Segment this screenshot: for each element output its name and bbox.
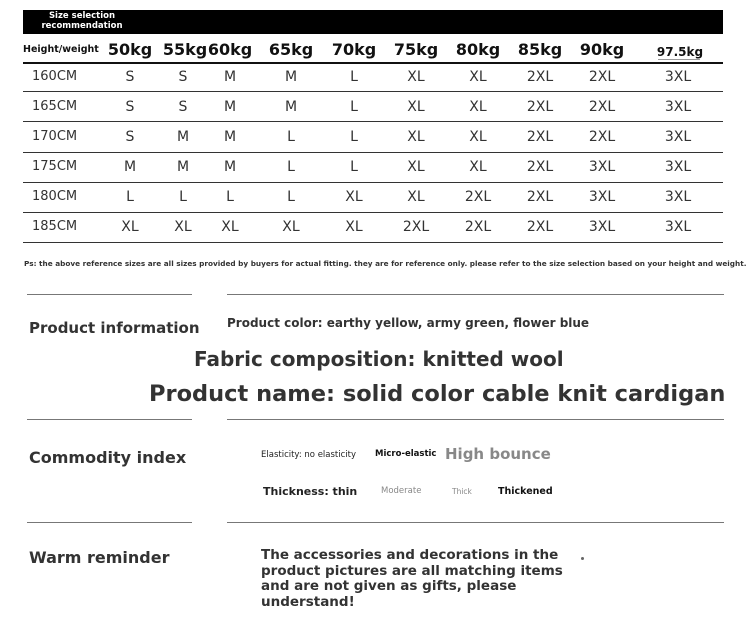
size-cell: L — [126, 189, 134, 205]
size-cell: 2XL — [464, 219, 492, 235]
size-cell: XL — [407, 129, 425, 145]
size-cell: 2XL — [526, 69, 554, 85]
size-cell: 3XL — [664, 99, 692, 115]
section-divider — [27, 522, 192, 523]
size-cell: M — [284, 69, 298, 85]
table-row — [23, 182, 723, 212]
section-divider — [27, 419, 192, 420]
thickness-option-thick: Thick — [452, 487, 472, 496]
height-cell: 160CM — [32, 69, 78, 84]
thickness-option-moderate: Moderate — [381, 486, 422, 496]
size-cell: 3XL — [664, 159, 692, 175]
size-cell: L — [287, 159, 295, 175]
size-cell: XL — [407, 69, 425, 85]
size-cell: M — [223, 99, 237, 115]
weight-header: 85kg — [517, 40, 563, 59]
size-cell: 2XL — [402, 219, 430, 235]
size-cell: S — [125, 99, 135, 115]
size-cell: L — [350, 99, 358, 115]
size-cell: 3XL — [588, 159, 616, 175]
size-cell: 2XL — [526, 99, 554, 115]
warm-reminder-text: The accessories and decorations in the product pictures are all matching items and are not given as gifts, please understand! — [261, 547, 563, 610]
table-row — [23, 122, 723, 152]
height-cell: 170CM — [32, 129, 78, 144]
section-divider — [227, 522, 724, 523]
header-underline — [658, 59, 700, 60]
elasticity-option-micro: Micro-elastic — [375, 449, 437, 459]
height-cell: 175CM — [32, 159, 78, 174]
size-cell: XL — [469, 159, 487, 175]
size-cell: M — [176, 129, 190, 145]
size-cell: L — [287, 129, 295, 145]
size-cell: XL — [345, 189, 363, 205]
size-cell: 3XL — [664, 69, 692, 85]
size-cell: L — [350, 69, 358, 85]
thickness-label: Thickness: thin — [263, 485, 358, 498]
size-cell: 2XL — [588, 129, 616, 145]
product-name: Product name: solid color cable knit cardigan — [149, 381, 726, 407]
weight-header: 75kg — [393, 40, 439, 59]
height-cell: 180CM — [32, 189, 78, 204]
size-cell: XL — [407, 189, 425, 205]
size-cell: XL — [221, 219, 239, 235]
size-cell: XL — [282, 219, 300, 235]
decorative-dot — [581, 557, 584, 560]
table-row — [23, 92, 723, 122]
size-cell: 3XL — [664, 189, 692, 205]
size-cell: 3XL — [664, 219, 692, 235]
weight-header: 90kg — [579, 40, 625, 59]
size-cell: M — [176, 159, 190, 175]
weight-header: 80kg — [455, 40, 501, 59]
size-cell: S — [178, 99, 188, 115]
size-cell: M — [223, 159, 237, 175]
size-cell: L — [350, 129, 358, 145]
height-cell: 165CM — [32, 99, 78, 114]
size-cell: S — [125, 129, 135, 145]
size-header-title: Size selection recommendation — [41, 11, 123, 31]
size-cell: XL — [174, 219, 192, 235]
table-row — [23, 212, 723, 242]
size-note: Ps: the above reference sizes are all sizes provided by buyers for actual fitting. they are for reference only. please refer to the size selection based on your height and weight. — [24, 259, 747, 268]
weight-header: 65kg — [268, 40, 314, 59]
size-cell: L — [179, 189, 187, 205]
size-cell: XL — [407, 159, 425, 175]
size-cell: 3XL — [588, 189, 616, 205]
size-cell: XL — [407, 99, 425, 115]
weight-header: 97.5kg — [656, 45, 704, 59]
size-cell: 3XL — [664, 129, 692, 145]
size-cell: XL — [469, 69, 487, 85]
size-cell: XL — [469, 99, 487, 115]
size-cell: 2XL — [526, 159, 554, 175]
size-cell: 2XL — [464, 189, 492, 205]
corner-label: Height/weight — [23, 44, 99, 55]
product-info-title: Product information — [29, 319, 200, 337]
table-header-row — [23, 38, 723, 62]
size-cell: S — [178, 69, 188, 85]
section-divider — [227, 294, 724, 295]
size-cell: L — [287, 189, 295, 205]
elasticity-label: Elasticity: no elasticity — [261, 450, 357, 460]
size-cell: XL — [469, 129, 487, 145]
warm-reminder-title: Warm reminder — [29, 548, 170, 567]
size-cell: M — [223, 69, 237, 85]
size-cell: M — [223, 129, 237, 145]
size-cell: 2XL — [588, 99, 616, 115]
section-divider — [227, 419, 724, 420]
size-cell: S — [125, 69, 135, 85]
weight-header: 70kg — [331, 40, 377, 59]
size-cell: XL — [121, 219, 139, 235]
size-cell: L — [226, 189, 234, 205]
size-cell: 2XL — [526, 129, 554, 145]
weight-header: 50kg — [107, 40, 153, 59]
table-rule — [23, 242, 723, 243]
thickness-option-thickened: Thickened — [498, 486, 553, 497]
size-cell: M — [123, 159, 137, 175]
section-divider — [27, 294, 192, 295]
size-cell: 3XL — [588, 219, 616, 235]
commodity-index-title: Commodity index — [29, 448, 187, 467]
size-cell: M — [284, 99, 298, 115]
size-cell: 2XL — [588, 69, 616, 85]
elasticity-option-high: High bounce — [445, 445, 551, 463]
fabric-composition: Fabric composition: knitted wool — [194, 347, 564, 371]
product-color: Product color: earthy yellow, army green, flower blue — [227, 316, 590, 330]
size-cell: 2XL — [526, 219, 554, 235]
size-cell: XL — [345, 219, 363, 235]
size-cell: L — [350, 159, 358, 175]
height-cell: 185CM — [32, 219, 78, 234]
table-row — [23, 152, 723, 182]
weight-header: 60kg — [207, 40, 253, 59]
table-row — [23, 62, 723, 92]
weight-header: 55kg — [162, 40, 208, 59]
size-cell: 2XL — [526, 189, 554, 205]
